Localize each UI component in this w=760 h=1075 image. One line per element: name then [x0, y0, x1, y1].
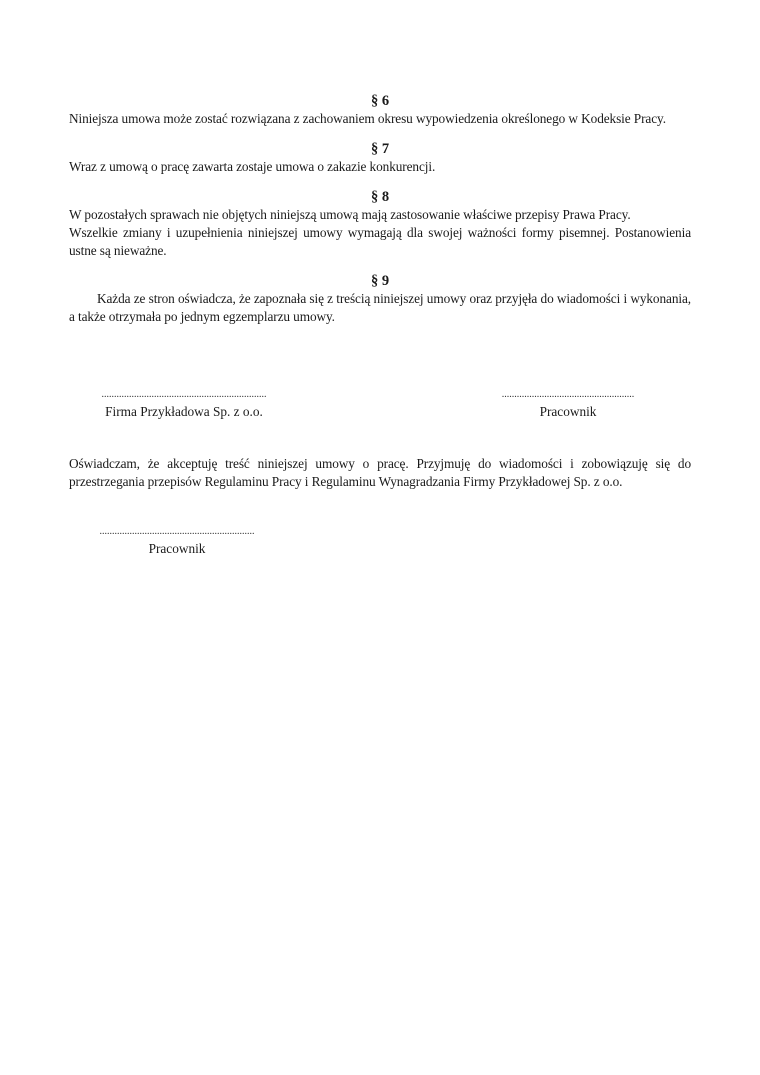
section-8-text-2: Wszelkie zmiany i uzupełnienia niniejszej umowy wymagają dla swojej ważności formy pisemnej. Postanowienia ustne są nieważne.	[69, 225, 691, 258]
section-7-text: Wraz z umową o pracę zawarta zostaje umowa o zakazie konkurencji.	[69, 159, 436, 174]
declaration-signature-line: ..............................................................	[99, 527, 255, 537]
declaration-block	[69, 455, 691, 491]
employee-signature-label: Pracownik	[539, 404, 597, 419]
employee-signature-line: .....................................................	[501, 390, 635, 400]
contract-body	[69, 93, 691, 326]
section-7-heading: § 7	[370, 141, 390, 157]
declaration-signature	[71, 527, 283, 558]
signature-row	[69, 390, 691, 430]
section-8-text-1: W pozostałych sprawach nie objętych niniejszą umową mają zastosowanie właściwe przepisy Prawa Pracy.	[69, 207, 631, 222]
section-6-heading: § 6	[370, 93, 390, 109]
section-6-text: Niniejsza umowa może zostać rozwiązana z zachowaniem okresu wypowiedzenia określonego w Kodeksie Pracy.	[69, 111, 666, 126]
declaration-signature-row	[69, 527, 691, 567]
employee-signature	[477, 390, 659, 421]
employer-signature-label: Firma Przykładowa Sp. z o.o.	[105, 404, 263, 419]
declaration-text: Oświadczam, że akceptuję treść niniejszej umowy o pracę. Przyjmuję do wiadomości i zobowiązuję się do przestrzegania przepisów Regulaminu Pracy i Regulaminu Wynagradzania Firmy Przykładowej Sp. z o.o.	[69, 456, 691, 489]
section-9-heading: § 9	[370, 273, 390, 289]
section-8-heading: § 8	[370, 189, 390, 205]
section-9-text: Każda ze stron oświadcza, że zapoznała się z treścią niniejszej umowy oraz przyjęła do wiadomości i wykonania, a także otrzymała po jednym egzemplarzu umowy.	[69, 291, 691, 324]
employer-signature-line: ..................................................................	[101, 390, 267, 400]
employer-signature	[69, 390, 299, 421]
declaration-signature-label: Pracownik	[148, 541, 206, 556]
